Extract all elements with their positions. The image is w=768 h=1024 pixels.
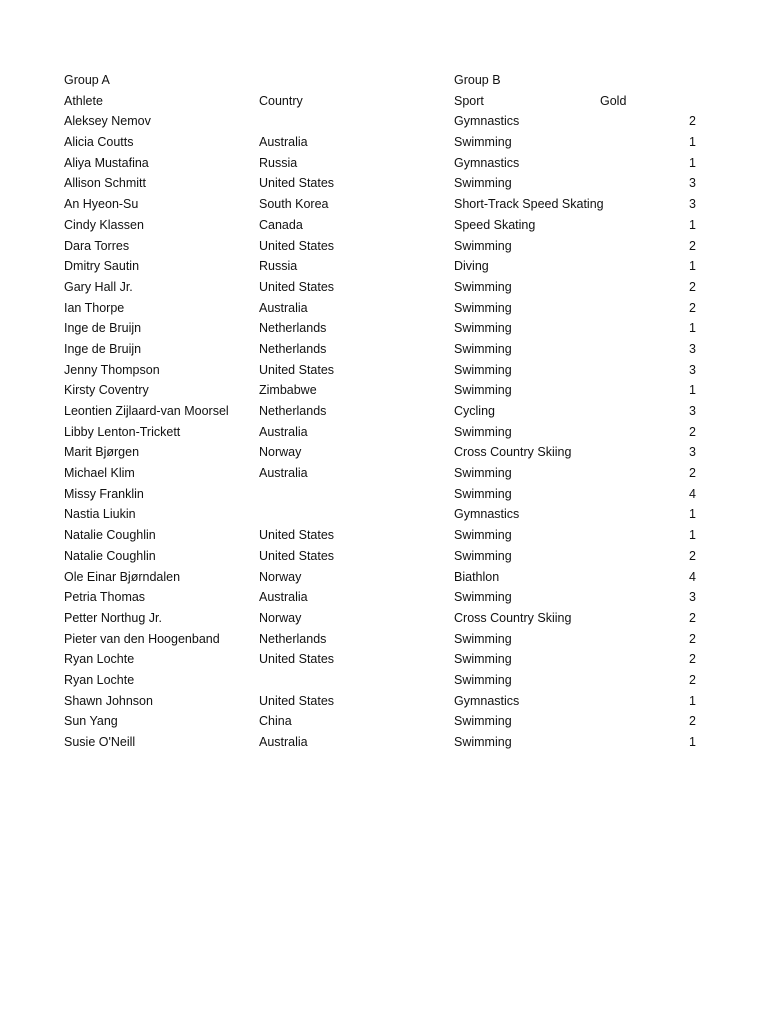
sport-cell: Swimming	[454, 528, 512, 543]
country-cell: Australia	[259, 300, 308, 315]
gold-cell: 2	[689, 279, 696, 294]
sport-cell: Swimming	[454, 735, 512, 749]
group-b-header: Group B	[454, 73, 501, 87]
sport-cell: Swimming	[454, 341, 512, 356]
sport-cell: Gymnastics	[454, 693, 520, 708]
athlete-cell: An Hyeon-Su	[64, 197, 139, 212]
table-row	[64, 670, 704, 691]
athlete-cell: Ole Einar Bjørndalen	[64, 569, 181, 584]
gold-cell: 1	[689, 217, 696, 232]
sport-cell: Swimming	[454, 714, 512, 729]
country-cell: South Korea	[259, 197, 329, 212]
sport-cell: Diving	[454, 259, 489, 274]
country-cell: United States	[259, 548, 335, 563]
table-row	[64, 422, 704, 443]
gold-cell: 3	[689, 176, 696, 191]
athlete-cell: Natalie Coughlin	[64, 548, 156, 563]
gold-cell: 2	[689, 466, 696, 481]
gold-cell: 3	[689, 341, 696, 356]
gold-column-header: Gold	[600, 93, 627, 108]
table-row	[64, 318, 704, 339]
sport-cell: Swimming	[454, 424, 512, 439]
group-header-row	[64, 70, 704, 91]
table-row	[64, 608, 704, 629]
athlete-column-header: Athlete	[64, 93, 103, 108]
country-cell: Zimbabwe	[259, 383, 317, 398]
sport-cell: Cross Country Skiing	[454, 610, 572, 625]
athlete-cell: Nastia Liukin	[64, 507, 136, 522]
country-cell: Netherlands	[259, 341, 327, 356]
gold-cell: 2	[689, 631, 696, 646]
gold-cell: 1	[689, 735, 696, 749]
gold-cell: 1	[689, 693, 696, 708]
gold-cell: 2	[689, 672, 696, 687]
table-row	[64, 525, 704, 546]
table-row	[64, 277, 704, 298]
table-row	[64, 111, 704, 132]
sport-cell: Swimming	[454, 135, 512, 150]
country-cell: Netherlands	[259, 404, 327, 418]
sport-cell: Cross Country Skiing	[454, 445, 572, 460]
athlete-cell: Marit Bjørgen	[64, 445, 140, 460]
table-row	[64, 504, 704, 525]
sport-cell: Swimming	[454, 321, 512, 336]
athlete-cell: Missy Franklin	[64, 486, 144, 501]
country-cell: United States	[259, 362, 335, 377]
table-row	[64, 401, 704, 422]
athlete-cell: Aliya Mustafina	[64, 155, 149, 170]
table-row	[64, 380, 704, 401]
athlete-cell: Allison Schmitt	[64, 176, 146, 191]
column-header-row	[64, 91, 704, 112]
athlete-cell: Inge de Bruijn	[64, 341, 142, 356]
table-row	[64, 629, 704, 650]
gold-cell: 3	[689, 590, 696, 605]
gold-cell: 3	[689, 445, 696, 460]
athlete-cell: Kirsty Coventry	[64, 383, 149, 398]
country-cell: Netherlands	[259, 321, 327, 336]
athlete-cell: Alicia Coutts	[64, 135, 134, 150]
sport-cell: Swimming	[454, 548, 512, 563]
athlete-cell: Petter Northug Jr.	[64, 610, 162, 625]
gold-cell: 2	[689, 652, 696, 667]
sport-cell: Swimming	[454, 300, 512, 315]
gold-cell: 2	[689, 714, 696, 729]
country-cell: Australia	[259, 424, 308, 439]
sport-cell: Swimming	[454, 238, 512, 253]
table-row	[64, 360, 704, 381]
country-cell: Russia	[259, 155, 298, 170]
table-row	[64, 691, 704, 712]
group-a-header: Group A	[64, 73, 110, 87]
sport-cell: Swimming	[454, 176, 512, 191]
table-row	[64, 132, 704, 153]
sport-cell: Short-Track Speed Skating	[454, 197, 604, 212]
gold-cell: 2	[689, 238, 696, 253]
table-row	[64, 173, 704, 194]
table-row	[64, 567, 704, 588]
table-row	[64, 484, 704, 505]
sport-cell: Swimming	[454, 631, 512, 646]
table-row	[64, 215, 704, 236]
athlete-cell: Ryan Lochte	[64, 652, 135, 667]
spreadsheet-table	[64, 70, 704, 753]
athlete-cell: Ryan Lochte	[64, 672, 135, 687]
gold-cell: 2	[689, 610, 696, 625]
gold-cell: 3	[689, 362, 696, 377]
country-cell: United States	[259, 693, 335, 708]
athlete-cell: Susie O'Neill	[64, 735, 136, 749]
table-row	[64, 153, 704, 174]
athlete-cell: Petria Thomas	[64, 590, 146, 605]
table-row	[64, 649, 704, 670]
athlete-cell: Aleksey Nemov	[64, 114, 151, 129]
gold-cell: 4	[689, 569, 696, 584]
country-cell: United States	[259, 238, 335, 253]
athlete-cell: Sun Yang	[64, 714, 118, 729]
athlete-cell: Jenny Thompson	[64, 362, 160, 377]
gold-cell: 2	[689, 548, 696, 563]
gold-cell: 1	[689, 321, 696, 336]
athlete-cell: Cindy Klassen	[64, 217, 144, 232]
table-row	[64, 256, 704, 277]
athlete-cell: Leontien Zijlaard-van Moorsel	[64, 404, 229, 418]
gold-cell: 1	[689, 528, 696, 543]
table-row	[64, 339, 704, 360]
table-row	[64, 298, 704, 319]
country-cell: Netherlands	[259, 631, 327, 646]
sport-cell: Swimming	[454, 486, 512, 501]
sport-cell: Swimming	[454, 466, 512, 481]
gold-cell: 2	[689, 300, 696, 315]
table-row	[64, 732, 704, 753]
athlete-cell: Dara Torres	[64, 238, 130, 253]
sport-cell: Swimming	[454, 279, 512, 294]
sport-cell: Swimming	[454, 383, 512, 398]
table-row	[64, 194, 704, 215]
athlete-cell: Natalie Coughlin	[64, 528, 156, 543]
athlete-cell: Gary Hall Jr.	[64, 279, 133, 294]
gold-cell: 1	[689, 135, 696, 150]
country-cell: Canada	[259, 217, 303, 232]
sport-cell: Swimming	[454, 590, 512, 605]
country-cell: United States	[259, 176, 335, 191]
athlete-cell: Pieter van den Hoogenband	[64, 631, 220, 646]
country-cell: Australia	[259, 735, 308, 749]
athlete-cell: Inge de Bruijn	[64, 321, 142, 336]
country-cell: Norway	[259, 610, 302, 625]
gold-cell: 1	[689, 383, 696, 398]
table-row	[64, 587, 704, 608]
country-cell: Australia	[259, 466, 308, 481]
table-row	[64, 711, 704, 732]
country-cell: United States	[259, 279, 335, 294]
athlete-cell: Libby Lenton-Trickett	[64, 424, 181, 439]
sport-cell: Cycling	[454, 404, 495, 418]
country-cell: Australia	[259, 590, 308, 605]
gold-cell: 2	[689, 114, 696, 129]
sport-cell: Gymnastics	[454, 155, 520, 170]
table-row	[64, 236, 704, 257]
athlete-cell: Shawn Johnson	[64, 693, 153, 708]
country-cell: United States	[259, 652, 335, 667]
gold-cell: 4	[689, 486, 696, 501]
country-cell: Russia	[259, 259, 298, 274]
gold-cell: 3	[689, 404, 696, 418]
sport-cell: Speed Skating	[454, 217, 536, 232]
sport-cell: Biathlon	[454, 569, 500, 584]
gold-cell: 1	[689, 155, 696, 170]
country-cell: Norway	[259, 445, 302, 460]
table-row	[64, 463, 704, 484]
sport-cell: Swimming	[454, 652, 512, 667]
country-column-header: Country	[259, 93, 303, 108]
table-row	[64, 442, 704, 463]
country-cell: China	[259, 714, 292, 729]
sport-cell: Swimming	[454, 672, 512, 687]
sport-cell: Gymnastics	[454, 507, 520, 522]
athlete-cell: Ian Thorpe	[64, 300, 125, 315]
athlete-cell: Dmitry Sautin	[64, 259, 140, 274]
table-row	[64, 546, 704, 567]
sport-cell: Swimming	[454, 362, 512, 377]
gold-cell: 1	[689, 507, 696, 522]
sport-column-header: Sport	[454, 93, 484, 108]
athlete-cell: Michael Klim	[64, 466, 135, 481]
country-cell: Norway	[259, 569, 302, 584]
country-cell: United States	[259, 528, 335, 543]
table-body	[64, 111, 704, 752]
sport-cell: Gymnastics	[454, 114, 520, 129]
country-cell: Australia	[259, 135, 308, 150]
gold-cell: 1	[689, 259, 696, 274]
gold-cell: 2	[689, 424, 696, 439]
gold-cell: 3	[689, 197, 696, 212]
